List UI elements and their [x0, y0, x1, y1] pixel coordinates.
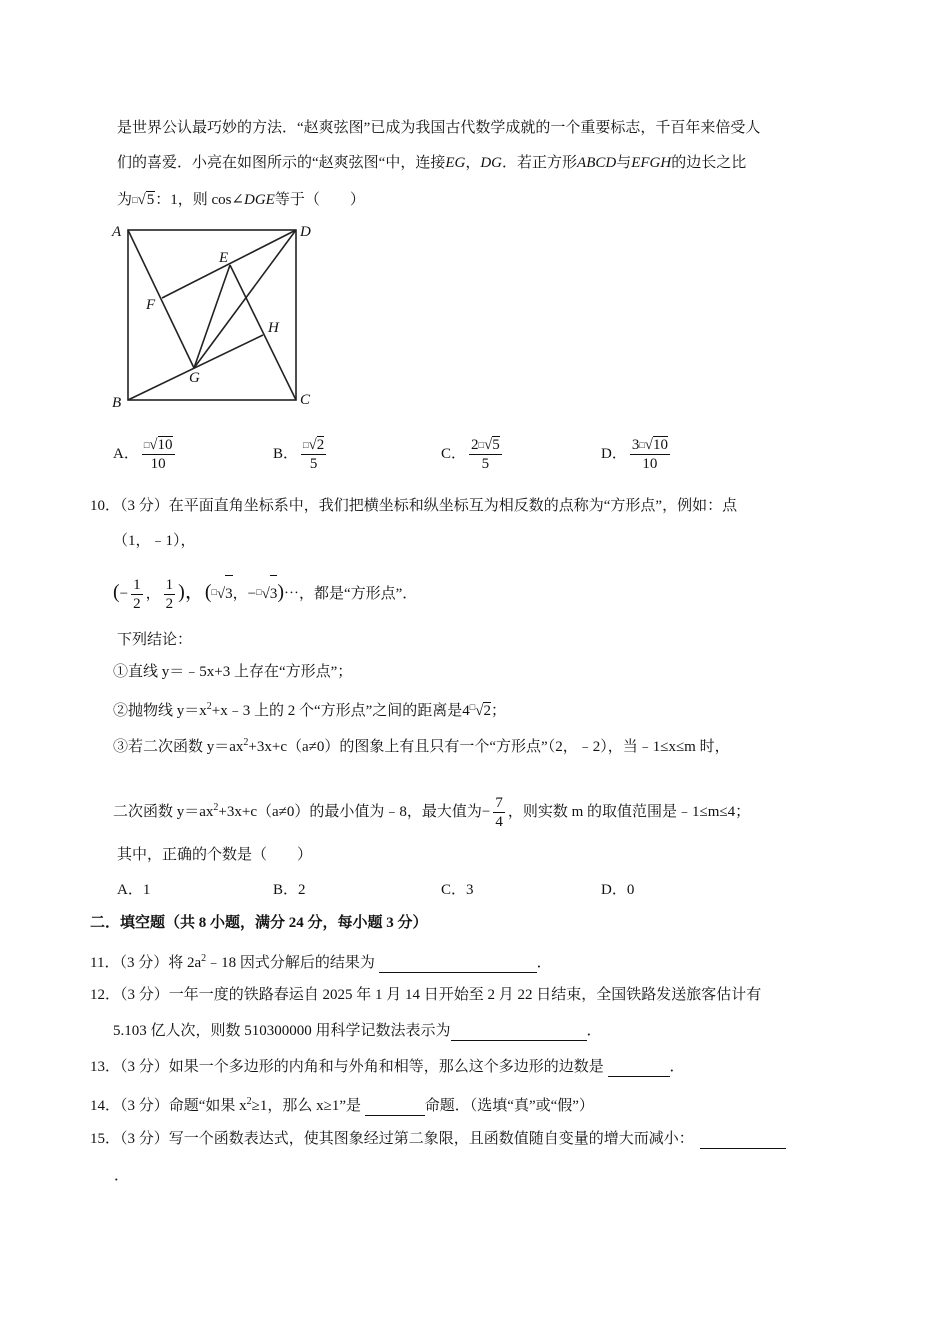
q9-option-b[interactable]: [273, 436, 329, 473]
q9-dge: DGE: [244, 192, 275, 208]
q9-option-a[interactable]: [113, 436, 178, 473]
denominator: 10: [150, 456, 166, 472]
sqrt-sign: √: [644, 437, 654, 453]
q9-option-c[interactable]: [441, 436, 505, 473]
missing-glyph-icon: □: [639, 440, 645, 450]
q10-intro: 下列结论：: [117, 632, 193, 648]
missing-glyph-icon: □: [303, 440, 309, 450]
q10-option-b[interactable]: B．2: [273, 882, 306, 898]
q12-line1: 12．（3 分）一年一度的铁路春运自 2025 年 1 月 14 日开始至 2 月 22 日结束，全国铁路发送旅客估计有: [90, 987, 762, 1003]
q15-end: ．: [114, 1168, 130, 1184]
exponent: 2: [243, 737, 249, 748]
sqrt-sign: √: [216, 586, 226, 602]
q9-dg: DG: [480, 155, 503, 171]
denominator: 5: [309, 456, 318, 472]
comma: ，: [145, 586, 161, 602]
radicand: 3: [270, 575, 278, 612]
line-df: [162, 230, 296, 298]
text: ﹣18 因式分解后的结果为: [206, 955, 375, 971]
fraction-half: [131, 576, 143, 613]
denominator: 4: [495, 814, 503, 831]
q9-text-line2: [117, 153, 746, 173]
q10-option-d[interactable]: D．0: [601, 882, 635, 898]
missing-glyph-icon: □: [478, 440, 484, 450]
option-fraction: [301, 436, 326, 473]
text: ②抛物线 y＝x: [113, 703, 207, 719]
option-fraction: [630, 436, 670, 473]
zhao-shuang-chord-diagram: [105, 215, 330, 415]
line-ge: [194, 265, 230, 368]
radicand: 2: [316, 437, 325, 453]
q11: [90, 949, 552, 973]
label-d: D: [300, 224, 311, 240]
sqrt-5: [132, 190, 155, 210]
label-b: B: [112, 395, 122, 411]
q10-question: 其中，正确的个数是（ ）: [117, 847, 313, 863]
numerator: 7: [495, 795, 503, 812]
fraction-seven-quarters: [493, 794, 505, 831]
radicand: 10: [653, 437, 669, 453]
q9-text-line1: 是世界公认最巧妙的方法．“赵爽弦图”已成为我国古代数学成就的一个重要标志，千百年来倍受人: [117, 120, 761, 136]
q9-abcd: ABCD: [577, 155, 617, 171]
q10-text: ⋯，都是“方形点”．: [283, 586, 418, 602]
text: ．: [669, 1059, 685, 1075]
text: ≥1，那么 x≥1”是: [251, 1098, 362, 1114]
q9-option-d[interactable]: [601, 436, 673, 473]
missing-glyph-icon: □: [211, 587, 217, 597]
q10-option-a[interactable]: A．1: [117, 882, 151, 898]
text: ③若二次函数 y＝ax: [113, 739, 244, 755]
text: 15．（3 分）写一个函数表达式，使其图象经过第二象限，且函数值随自变量的增大而减小：: [90, 1131, 694, 1147]
comma: ，: [232, 586, 248, 602]
q15: [90, 1129, 786, 1149]
line-ag: [128, 230, 194, 368]
text: +3x+c（a≠0）的图象上有且只有一个“方形点”（2，﹣2），当﹣1≤x≤m 时，: [248, 739, 730, 755]
option-label: C．: [441, 445, 467, 462]
missing-glyph-icon: □: [469, 702, 476, 712]
q13: [90, 1057, 685, 1077]
sqrt-sign: √: [483, 437, 493, 453]
text: ；: [490, 703, 506, 719]
radicand: 2: [483, 703, 491, 719]
numerator: 1: [133, 577, 141, 594]
line-bh: [128, 335, 263, 400]
exponent: 2: [246, 1096, 252, 1107]
text: 命题．（选填“真”或“假”）: [424, 1098, 594, 1114]
q9-text-line3: [117, 190, 365, 210]
q9-text: 与: [616, 155, 632, 171]
minus-sign: −: [247, 586, 257, 602]
label-c: C: [300, 392, 311, 408]
sqrt-sign: √: [261, 586, 270, 602]
option-label: D．: [601, 445, 627, 462]
minus-sign: −: [119, 586, 129, 602]
option-fraction: [469, 436, 502, 473]
line-ec: [230, 265, 296, 400]
option-label: A．: [113, 445, 139, 462]
q13-answer-blank[interactable]: [608, 1058, 670, 1077]
q10-line1: 10．（3 分）在平面直角坐标系中，我们把横坐标和纵坐标互为相反数的点称为“方形点”，例如：点: [90, 498, 738, 514]
q9-text: 等于（ ）: [274, 192, 365, 208]
sqrt-sign: √: [308, 437, 317, 453]
denominator: 2: [133, 596, 141, 613]
radicand: 5: [146, 192, 155, 208]
text: ．: [536, 955, 552, 971]
coefficient: 3: [631, 437, 640, 453]
q10-line3: (− $\frac{1}{2}$ ， $\frac{1}{2}$ )，(□√3，−□√3)⋯，都是“方形点”．: [113, 574, 417, 613]
text: ，则实数 m 的取值范围是﹣1≤m≤4；: [507, 804, 751, 820]
section-heading-fill-in: 二．填空题（共 8 小题，满分 24 分，每小题 3 分）: [90, 915, 428, 931]
text: +3x+c（a≠0）的最小值为﹣8，最大值为−: [218, 804, 491, 820]
text: 11．（3 分）将 2a: [90, 955, 202, 971]
denominator: 10: [642, 456, 658, 472]
option-fraction: [142, 436, 175, 473]
q10-conclusion-3-cont: [113, 788, 750, 832]
q9-comma: ，: [465, 155, 481, 171]
exponent: 2: [206, 701, 212, 712]
q9-text: ．若正方形: [502, 155, 578, 171]
label-a: A: [112, 224, 122, 240]
denominator: 5: [481, 456, 490, 472]
numerator: 1: [165, 577, 174, 594]
q14: [90, 1092, 594, 1116]
text: ．: [586, 1023, 602, 1039]
q10-option-c[interactable]: C．3: [441, 882, 474, 898]
label-h: H: [268, 320, 279, 336]
q9-text: 的边长之比: [671, 155, 747, 171]
label-f: F: [146, 297, 156, 313]
q9-text: ：1，则 cos∠: [155, 192, 245, 208]
radicand: 5: [492, 437, 500, 453]
q10-conclusion-2: [113, 697, 506, 721]
line-gd: [194, 230, 296, 368]
fraction-half: [164, 576, 176, 613]
text: +x﹣3 上的 2 个“方形点”之间的距离是4: [211, 703, 470, 719]
q9-efgh: EFGH: [631, 155, 672, 171]
q10-line2: （1，﹣1），: [113, 533, 196, 549]
q14-answer-blank[interactable]: [365, 1097, 425, 1116]
q11-answer-blank[interactable]: [379, 954, 537, 973]
exponent: 2: [213, 802, 219, 813]
label-e: E: [219, 250, 229, 266]
q9-text: 为: [117, 192, 133, 208]
q10-conclusion-1: ①直线 y＝﹣5x+3 上存在“方形点”；: [113, 664, 353, 680]
radicand: 10: [157, 437, 173, 453]
text: 13．（3 分）如果一个多边形的内角和与外角和相等，那么这个多边形的边数是: [90, 1059, 604, 1075]
sqrt-sign: √: [475, 703, 484, 719]
q9-eg: EG: [445, 155, 466, 171]
missing-glyph-icon: □: [256, 587, 262, 597]
text: 二次函数 y＝ax: [113, 804, 214, 820]
text: 14．（3 分）命题“如果 x: [90, 1098, 247, 1114]
label-g: G: [189, 370, 200, 386]
sqrt-sign: √: [137, 192, 146, 208]
missing-glyph-icon: □: [132, 195, 138, 205]
q9-text: 们的喜爱．小亮在如图所示的“赵爽弦图“中，连接: [117, 155, 446, 171]
q12-line2: [113, 1021, 602, 1041]
q15-answer-blank[interactable]: [700, 1130, 786, 1149]
missing-glyph-icon: □: [143, 440, 150, 450]
text: 5.103 亿人次，则数 510300000 用科学记数法表示为: [113, 1023, 451, 1039]
q12-answer-blank[interactable]: [451, 1022, 587, 1041]
radicand: 3: [225, 575, 233, 612]
q10-conclusion-3: [113, 733, 730, 757]
sqrt-sign: √: [149, 437, 158, 453]
exponent: 2: [201, 953, 207, 964]
denominator: 2: [165, 596, 174, 613]
option-label: B．: [273, 445, 299, 462]
coefficient: 2: [471, 437, 479, 453]
